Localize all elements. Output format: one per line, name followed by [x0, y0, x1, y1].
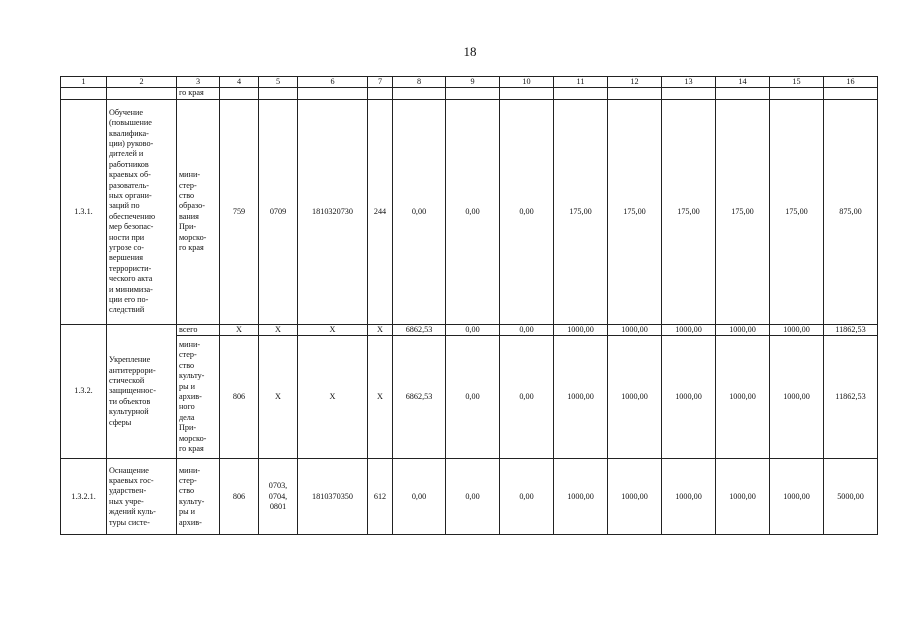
cell-7: 244	[368, 99, 393, 324]
col-header: 12	[608, 77, 662, 88]
cell-16: 5000,00	[824, 459, 878, 535]
continuation-row	[61, 88, 878, 99]
executor-total: всего	[177, 324, 220, 335]
cell-5: 0703, 0704, 0801	[259, 459, 298, 535]
cell-6: X	[298, 336, 368, 459]
cell-12: 1000,00	[608, 336, 662, 459]
cell-12: 1000,00	[608, 459, 662, 535]
col-header: 3	[177, 77, 220, 88]
col-header: 15	[770, 77, 824, 88]
executor: мини- стер- ство культу- ры и архив- ного дела При- морско- го края	[177, 336, 220, 459]
cell-6: 1810320730	[298, 99, 368, 324]
col-header: 8	[393, 77, 446, 88]
cell-7: X	[368, 324, 393, 335]
cell-14: 1000,00	[716, 336, 770, 459]
col-header: 10	[500, 77, 554, 88]
cell-14: 1000,00	[716, 324, 770, 335]
col-header: 9	[446, 77, 500, 88]
cell-5: 0709	[259, 99, 298, 324]
cell-15: 175,00	[770, 99, 824, 324]
col-header: 2	[107, 77, 177, 88]
cell-4: X	[220, 324, 259, 335]
cell-4: 759	[220, 99, 259, 324]
cell-9: 0,00	[446, 459, 500, 535]
cell-14: 1000,00	[716, 459, 770, 535]
cell-14: 175,00	[716, 99, 770, 324]
executor-continuation: го края	[177, 88, 220, 99]
cell-15: 1000,00	[770, 336, 824, 459]
executor: мини- стер- ство культу- ры и архив-	[177, 459, 220, 535]
cell-11: 175,00	[554, 99, 608, 324]
page-number: 18	[463, 44, 477, 59]
budget-table	[60, 76, 878, 535]
cell-13: 1000,00	[662, 324, 716, 335]
row-number: 1.3.1.	[61, 99, 107, 324]
cell-16: 11862,53	[824, 324, 878, 335]
table-row	[61, 99, 878, 324]
table-row-total	[61, 324, 878, 335]
cell-12: 175,00	[608, 99, 662, 324]
cell-9: 0,00	[446, 336, 500, 459]
col-header: 16	[824, 77, 878, 88]
cell-16: 11862,53	[824, 336, 878, 459]
cell-6: 1810370350	[298, 459, 368, 535]
activity-name: Оснащение краевых гос- ударствен- ных учре- ждений куль- туры систе-	[107, 459, 177, 535]
cell-12: 1000,00	[608, 324, 662, 335]
col-header: 14	[716, 77, 770, 88]
cell-7: X	[368, 336, 393, 459]
cell-16: 875,00	[824, 99, 878, 324]
cell-13: 175,00	[662, 99, 716, 324]
table-row	[61, 459, 878, 535]
cell-10: 0,00	[500, 459, 554, 535]
col-header: 7	[368, 77, 393, 88]
cell-11: 1000,00	[554, 336, 608, 459]
col-header: 4	[220, 77, 259, 88]
column-number-row	[61, 77, 878, 88]
cell-8: 6862,53	[393, 336, 446, 459]
cell-5: X	[259, 336, 298, 459]
cell-6: X	[298, 324, 368, 335]
activity-name: Обучение (повышение квалифика- ции) руково- дителей и работников краевых об- разователь- ных органи- заций по обеспечению мер безопас- ности при угрозе со- вершения террористи- ческого акта и минимиза- ции его по- следствий	[107, 99, 177, 324]
col-header: 13	[662, 77, 716, 88]
col-header: 11	[554, 77, 608, 88]
cell-15: 1000,00	[770, 324, 824, 335]
cell-4: 806	[220, 459, 259, 535]
cell-11: 1000,00	[554, 459, 608, 535]
activity-name: Укрепление антитеррори- стической защищеннос- ти объектов культурной сферы	[107, 324, 177, 458]
cell-8: 6862,53	[393, 324, 446, 335]
cell-9: 0,00	[446, 99, 500, 324]
cell-5: X	[259, 324, 298, 335]
cell-9: 0,00	[446, 324, 500, 335]
table-row	[61, 336, 878, 459]
cell-15: 1000,00	[770, 459, 824, 535]
col-header: 1	[61, 77, 107, 88]
col-header: 5	[259, 77, 298, 88]
cell-10: 0,00	[500, 324, 554, 335]
cell-10: 0,00	[500, 99, 554, 324]
cell-8: 0,00	[393, 99, 446, 324]
cell-13: 1000,00	[662, 459, 716, 535]
cell-8: 0,00	[393, 459, 446, 535]
cell-4: 806	[220, 336, 259, 459]
cell-7: 612	[368, 459, 393, 535]
cell-11: 1000,00	[554, 324, 608, 335]
row-number: 1.3.2.1.	[61, 459, 107, 535]
executor: мини- стер- ство образо- вания При- морско- го края	[177, 99, 220, 324]
cell-10: 0,00	[500, 336, 554, 459]
cell-13: 1000,00	[662, 336, 716, 459]
col-header: 6	[298, 77, 368, 88]
row-number: 1.3.2.	[61, 324, 107, 458]
